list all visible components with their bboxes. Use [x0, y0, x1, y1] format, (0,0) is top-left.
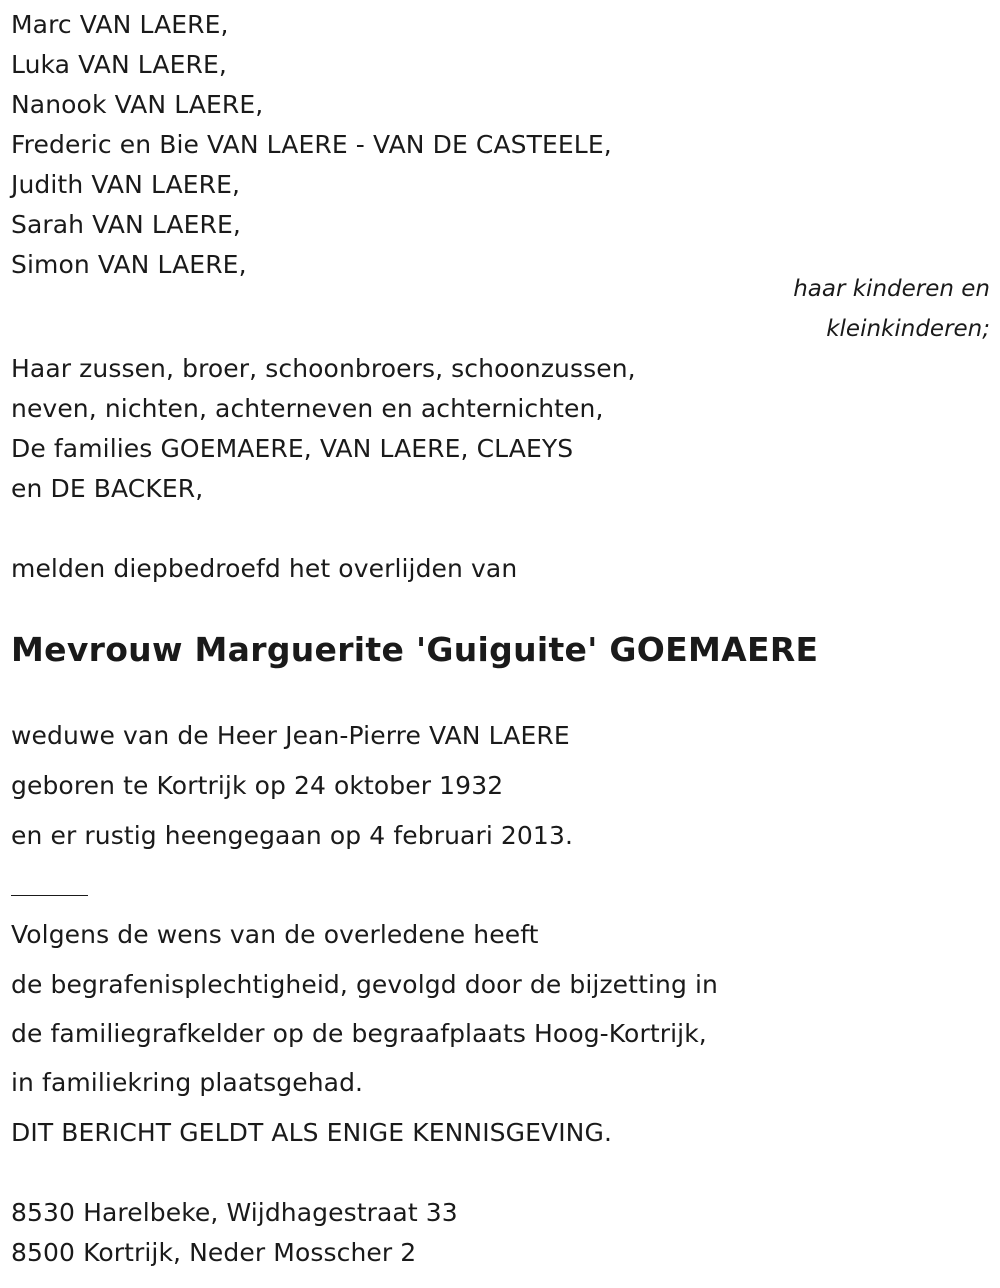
address-line: 8530 Harelbeke, Wijdhagestraat 33 [11, 1198, 458, 1227]
child-name: Judith VAN LAERE, [11, 170, 241, 199]
child-name: Simon VAN LAERE, [11, 250, 247, 279]
relatives-line: Haar zussen, broer, schoonbroers, schoonzussen, [11, 354, 636, 383]
funeral-line: in familiekring plaatsgehad. [11, 1068, 364, 1097]
deceased-detail: en er rustig heengegaan op 4 februari 2013. [11, 821, 573, 850]
funeral-line: Volgens de wens van de overledene heeft [11, 920, 539, 949]
child-name: Frederic en Bie VAN LAERE - VAN DE CASTEELE, [11, 130, 612, 159]
funeral-line: de begrafenisplechtigheid, gevolgd door de bijzetting in [11, 970, 718, 999]
relatives-line: neven, nichten, achterneven en achternichten, [11, 394, 604, 423]
children-role-line-1: haar kinderen en [793, 276, 990, 302]
relatives-line: en DE BACKER, [11, 474, 204, 503]
deceased-name: Mevrouw Marguerite 'Guiguite' GOEMAERE [11, 630, 819, 669]
deceased-detail: geboren te Kortrijk op 24 oktober 1932 [11, 771, 504, 800]
children-role-line-2: kleinkinderen; [826, 316, 990, 342]
child-name: Sarah VAN LAERE, [11, 210, 241, 239]
deceased-detail: weduwe van de Heer Jean-Pierre VAN LAERE [11, 721, 570, 750]
child-name: Luka VAN LAERE, [11, 50, 227, 79]
separator-line [11, 895, 88, 896]
address-line: 8500 Kortrijk, Neder Mosscher 2 [11, 1238, 417, 1267]
funeral-line: de familiegrafkelder op de begraafplaats Hoog-Kortrijk, [11, 1019, 707, 1048]
relatives-line: De families GOEMAERE, VAN LAERE, CLAEYS [11, 434, 574, 463]
child-name: Marc VAN LAERE, [11, 10, 229, 39]
funeral-line: DIT BERICHT GELDT ALS ENIGE KENNISGEVING. [11, 1118, 612, 1147]
announcement-text: melden diepbedroefd het overlijden van [11, 554, 518, 583]
child-name: Nanook VAN LAERE, [11, 90, 264, 119]
